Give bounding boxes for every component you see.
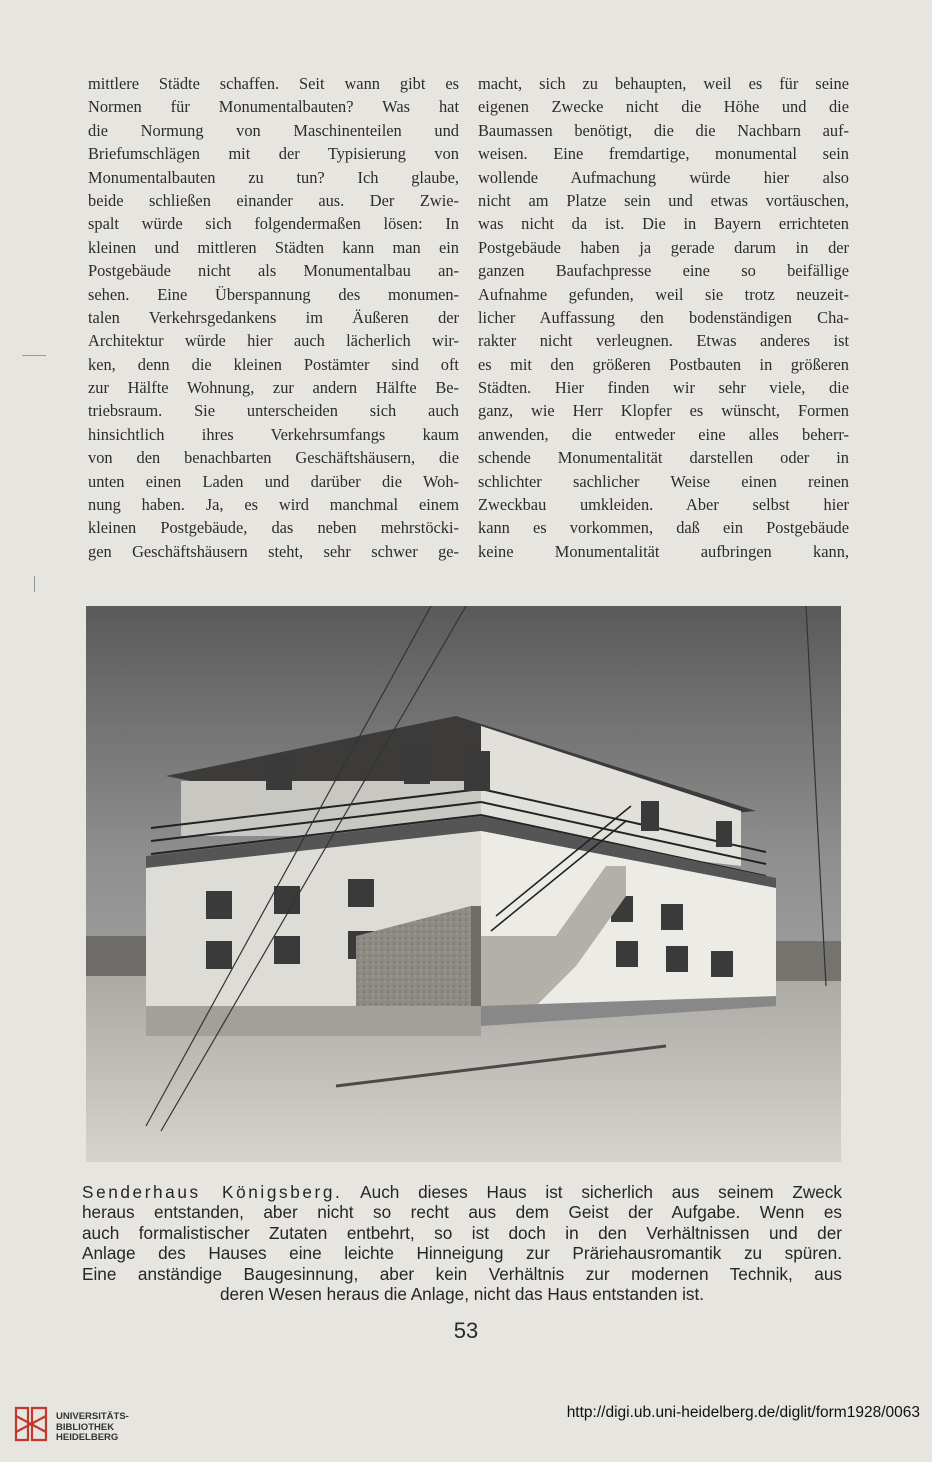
- text-line: Architektur würde hier auch lächerlich wir-: [88, 331, 459, 351]
- library-name-line: UNIVERSITÄTS-: [56, 1411, 129, 1422]
- photo-caption: [82, 1182, 842, 1304]
- caption-lead: Senderhaus Königsberg.: [82, 1182, 343, 1202]
- text-line: nung haben. Ja, es wird manchmal einem: [88, 495, 459, 515]
- text-line: Aufnahme gefunden, weil sie trotz neuzeit-: [478, 284, 849, 304]
- text-line: Briefumschlägen mit der Typisierung von: [88, 144, 459, 164]
- text-line: es mit den größeren Postbauten in größeren: [478, 354, 849, 374]
- text-line: macht, sich zu behaupten, weil es für seine: [478, 74, 849, 93]
- text-line: beide schließen einander aus. Der Zwie-: [88, 190, 459, 210]
- text-line: eigenen Zwecke nicht die Höhe und die: [478, 97, 849, 117]
- caption-line: Eine anständige Baugesinnung, aber kein Verhältnis zur modernen Technik, aus: [82, 1263, 842, 1284]
- text-line: hinsichtlich ihres Verkehrsumfangs kaum: [88, 424, 459, 444]
- text-line: Postgebäude nicht als Monumentalbau an-: [88, 261, 459, 281]
- text-line: spalt würde sich folgendermaßen lösen: In: [88, 214, 459, 234]
- text-line: Baumassen benötigt, die die Nachbarn auf-: [478, 120, 849, 140]
- text-line: ganzen Baufachpresse eine so beifällige: [478, 261, 849, 281]
- text-line: kleinen Postgebäude, das neben mehrstöcki-: [88, 518, 459, 538]
- library-seal-icon: [12, 1402, 50, 1446]
- text-line: rakter nicht verleugnen. Etwas anderes ist: [478, 331, 849, 351]
- text-line: schende Monumentalität darstellen oder in: [478, 448, 849, 468]
- text-line: weisen. Eine fremdartige, monumental sein: [478, 144, 849, 164]
- text-line: Monumentalbauten zu tun? Ich glaube,: [88, 167, 459, 187]
- text-line: Normen für Monumentalbauten? Was hat: [88, 97, 459, 117]
- text-line: unten einen Laden und darüber die Woh-: [88, 471, 459, 491]
- photo-senderhaus-illustration: [86, 606, 841, 1162]
- library-name: [56, 1412, 129, 1444]
- text-line: talen Verkehrsgedankens im Äußeren der: [88, 307, 459, 327]
- text-line: keine Monumentalität aufbringen kann,: [478, 541, 849, 561]
- margin-mark: [34, 576, 35, 592]
- margin-mark: [22, 355, 46, 356]
- text-line: mittlere Städte schaffen. Seit wann gibt es: [88, 74, 459, 93]
- caption-line: Anlage des Hauses eine leichte Hinneigung zur Präriehausromantik zu spüren.: [82, 1243, 842, 1264]
- text-line: Städten. Hier finden wir sehr viele, die: [478, 378, 849, 398]
- text-line: kann es vorkommen, daß ein Postgebäude: [478, 518, 849, 538]
- text-line: nicht am Platze sein und etwas vortäuschen,: [478, 190, 849, 210]
- text-line: sehen. Eine Überspannung des monumen-: [88, 284, 459, 304]
- text-line: triebsraum. Sie unterscheiden sich auch: [88, 401, 459, 421]
- caption-line: heraus entstanden, aber nicht so recht aus dem Geist der Aufgabe. Wenn es: [82, 1202, 842, 1223]
- text-line: kleinen und mittleren Städten kann man ein: [88, 237, 459, 257]
- caption-line: deren Wesen heraus die Anlage, nicht das Haus entstanden ist.: [219, 1283, 705, 1304]
- text-line: ken, denn die kleinen Postämter sind oft: [88, 354, 459, 374]
- text-line: licher Auffassung den bodenständigen Cha-: [478, 307, 849, 327]
- page-number: 53: [453, 1318, 479, 1343]
- text-line: was nicht da ist. Die in Bayern errichteten: [478, 214, 849, 234]
- text-line: gen Geschäftshäusern steht, sehr schwer ge-: [88, 541, 459, 561]
- text-line: die Normung von Maschinenteilen und: [88, 120, 459, 140]
- text-column-left: [88, 72, 459, 563]
- caption-line-1-rest: Auch dieses Haus ist sicherlich aus seinem Zweck: [342, 1182, 842, 1202]
- library-name-line: BIBLIOTHEK: [56, 1421, 115, 1433]
- text-line: ganz, wie Herr Klopfer es wünscht, Formen: [478, 401, 849, 421]
- text-line: zur Hälfte Wohnung, zur andern Hälfte Be-: [88, 378, 459, 398]
- text-line: von den benachbarten Geschäftshäusern, die: [88, 448, 459, 468]
- building-photograph: [86, 606, 841, 1162]
- text-line: schlichter sachlicher Weise einen reinen: [478, 471, 849, 491]
- text-line: Postgebäude haben ja gerade darum in der: [478, 237, 849, 257]
- library-logo[interactable]: [12, 1402, 162, 1452]
- caption-line: auch formalistischer Zutaten entbehrt, so ist doch in den Verhältnissen und der: [82, 1222, 842, 1243]
- text-line: Zweckbau umkleiden. Aber selbst hier: [478, 495, 849, 515]
- caption-line-1: [82, 1182, 842, 1202]
- text-line: wollende Aufmachung würde hier also: [478, 167, 849, 187]
- text-line: anwenden, die entweder eine alles beherr-: [478, 424, 849, 444]
- text-column-right: [478, 72, 849, 563]
- library-name-line: HEIDELBERG: [56, 1432, 119, 1443]
- source-url-link[interactable]: http://digi.ub.uni-heidelberg.de/diglit/form1928/0063: [566, 1404, 920, 1421]
